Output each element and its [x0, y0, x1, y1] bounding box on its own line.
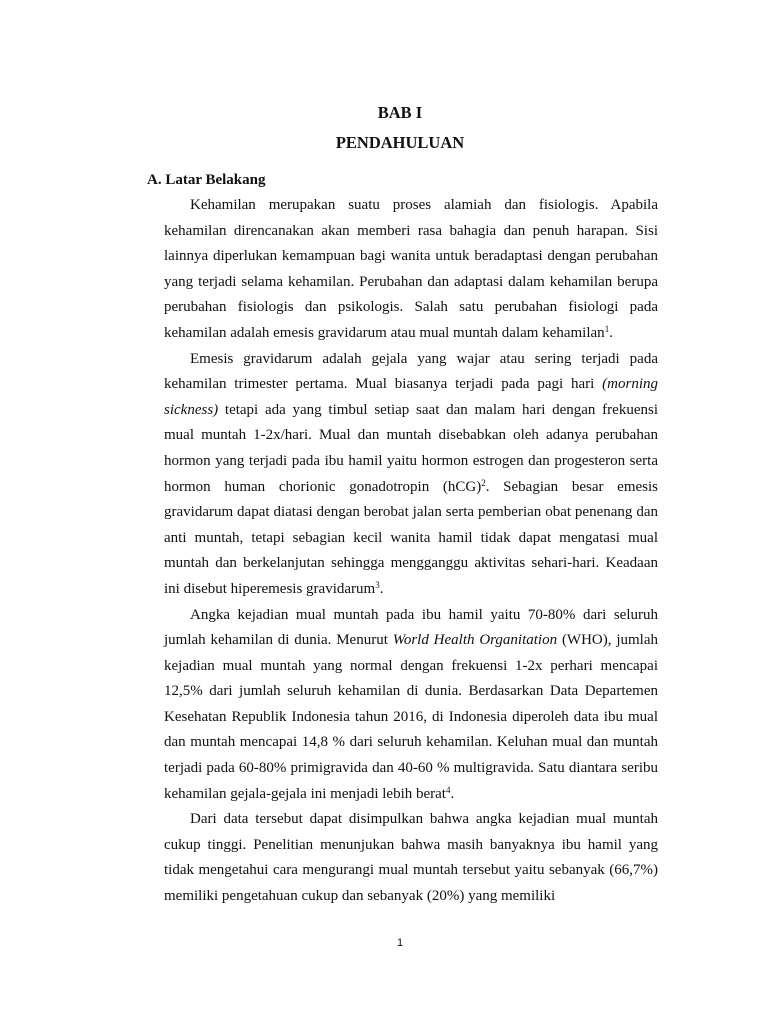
citation-3: 3 — [375, 579, 380, 590]
citation-1: 1 — [604, 323, 610, 334]
chapter-label: BAB I — [377, 103, 423, 122]
page-number: 1 — [396, 937, 404, 949]
paragraph-1-end: . — [609, 324, 613, 341]
paragraph-3-end: . — [450, 785, 455, 802]
paragraph-1-text: Kehamilan merupakan suatu proses alamiah dan fisiologis. Apabila kehamilan direncanakan akan memberi rasa bahagia dan penuh harapan. Sisi lainnya diperlukan kemampuan bagi wanita untuk beradaptasi dengan perubahan yang terjadi selama kehamilan. Perubahan dan adaptasi dalam kehamilan berupa perubahan fisiologis dan psikologis. Salah satu perubahan fisiologi pada kehamilan adalah emesis gravidarum atau mual muntah dalam kehamilan — [164, 197, 658, 341]
citation-4: 4 — [445, 784, 451, 795]
paragraph-2-text-a: Emesis gravidarum adalah gejala yang wajar atau sering terjadi pada kehamilan trimester pertama. Mual biasanya terjadi pada pagi hari — [164, 350, 658, 393]
italic-term-who: World Health Organitation — [392, 632, 558, 649]
paragraph-2-end: . — [379, 580, 384, 597]
paragraph-2-text-b: tetapi ada yang timbul setiap saat dan malam hari dengan frekuensi mual muntah 1-2x/hari. Mual dan muntah disebabkan oleh adanya perubahan hormon yang terjadi pada ibu hamil yaitu hormon estrogen dan progesteron serta hormon human chorionic gonadotropin (hCG) — [164, 401, 658, 495]
chapter-title: PENDAHULUAN — [335, 133, 465, 152]
paragraph-2-text-c: . Sebagian besar emesis gravidarum dapat diatasi dengan berobat jalan serta pemberian obat penenang dan anti muntah, tetapi sebagian kecil wanita hamil tidak dapat mengatasi mual muntah dan berkelanjutan sehingga mengganggu aktivitas sehari-hari. Keadaan ini disebut hiperemesis gravidarum — [164, 478, 658, 597]
body-text — [164, 193, 658, 910]
paragraph-3-text-b: (WHO), jumlah kejadian mual muntah yang normal dengan frekuensi 1-2x perhari mencapai 12,5% dari jumlah seluruh kehamilan di dunia. Berdasarkan Data Departemen Kesehatan Republik Indonesia tahun 2016, di Indonesia diperoleh data ibu mual dan muntah mencapai 14,8 % dari seluruh kehamilan. Keluhan mual dan muntah terjadi pada 60-80% primigravida dan 40-60 % multigravida. Satu diantara seribu kehamilan gejala-gejala ini menjadi lebih berat — [164, 632, 658, 802]
section-title: A. Latar Belakang — [147, 172, 266, 188]
paragraph-4 — [164, 807, 658, 909]
paragraph-3 — [164, 603, 658, 808]
paragraph-3-text-a: Angka kejadian mual muntah pada ibu hamil yaitu 70-80% dari seluruh jumlah kehamilan di dunia. Menurut — [164, 606, 658, 649]
paragraph-2 — [164, 347, 658, 603]
paragraph-1 — [164, 193, 658, 347]
paragraph-4-text: Dari data tersebut dapat disimpulkan bahwa angka kejadian mual muntah cukup tinggi. Penelitian menunjukan bahwa masih banyaknya ibu hamil yang tidak mengetahui cara mengurangi mual muntah tersebut yaitu sebanyak (66,7%) memiliki pengetahuan cukup dan sebanyak (20%) yang memiliki — [164, 811, 658, 905]
italic-term-morning-sickness: (morning sickness) — [164, 376, 658, 418]
citation-2: 2 — [481, 477, 486, 488]
